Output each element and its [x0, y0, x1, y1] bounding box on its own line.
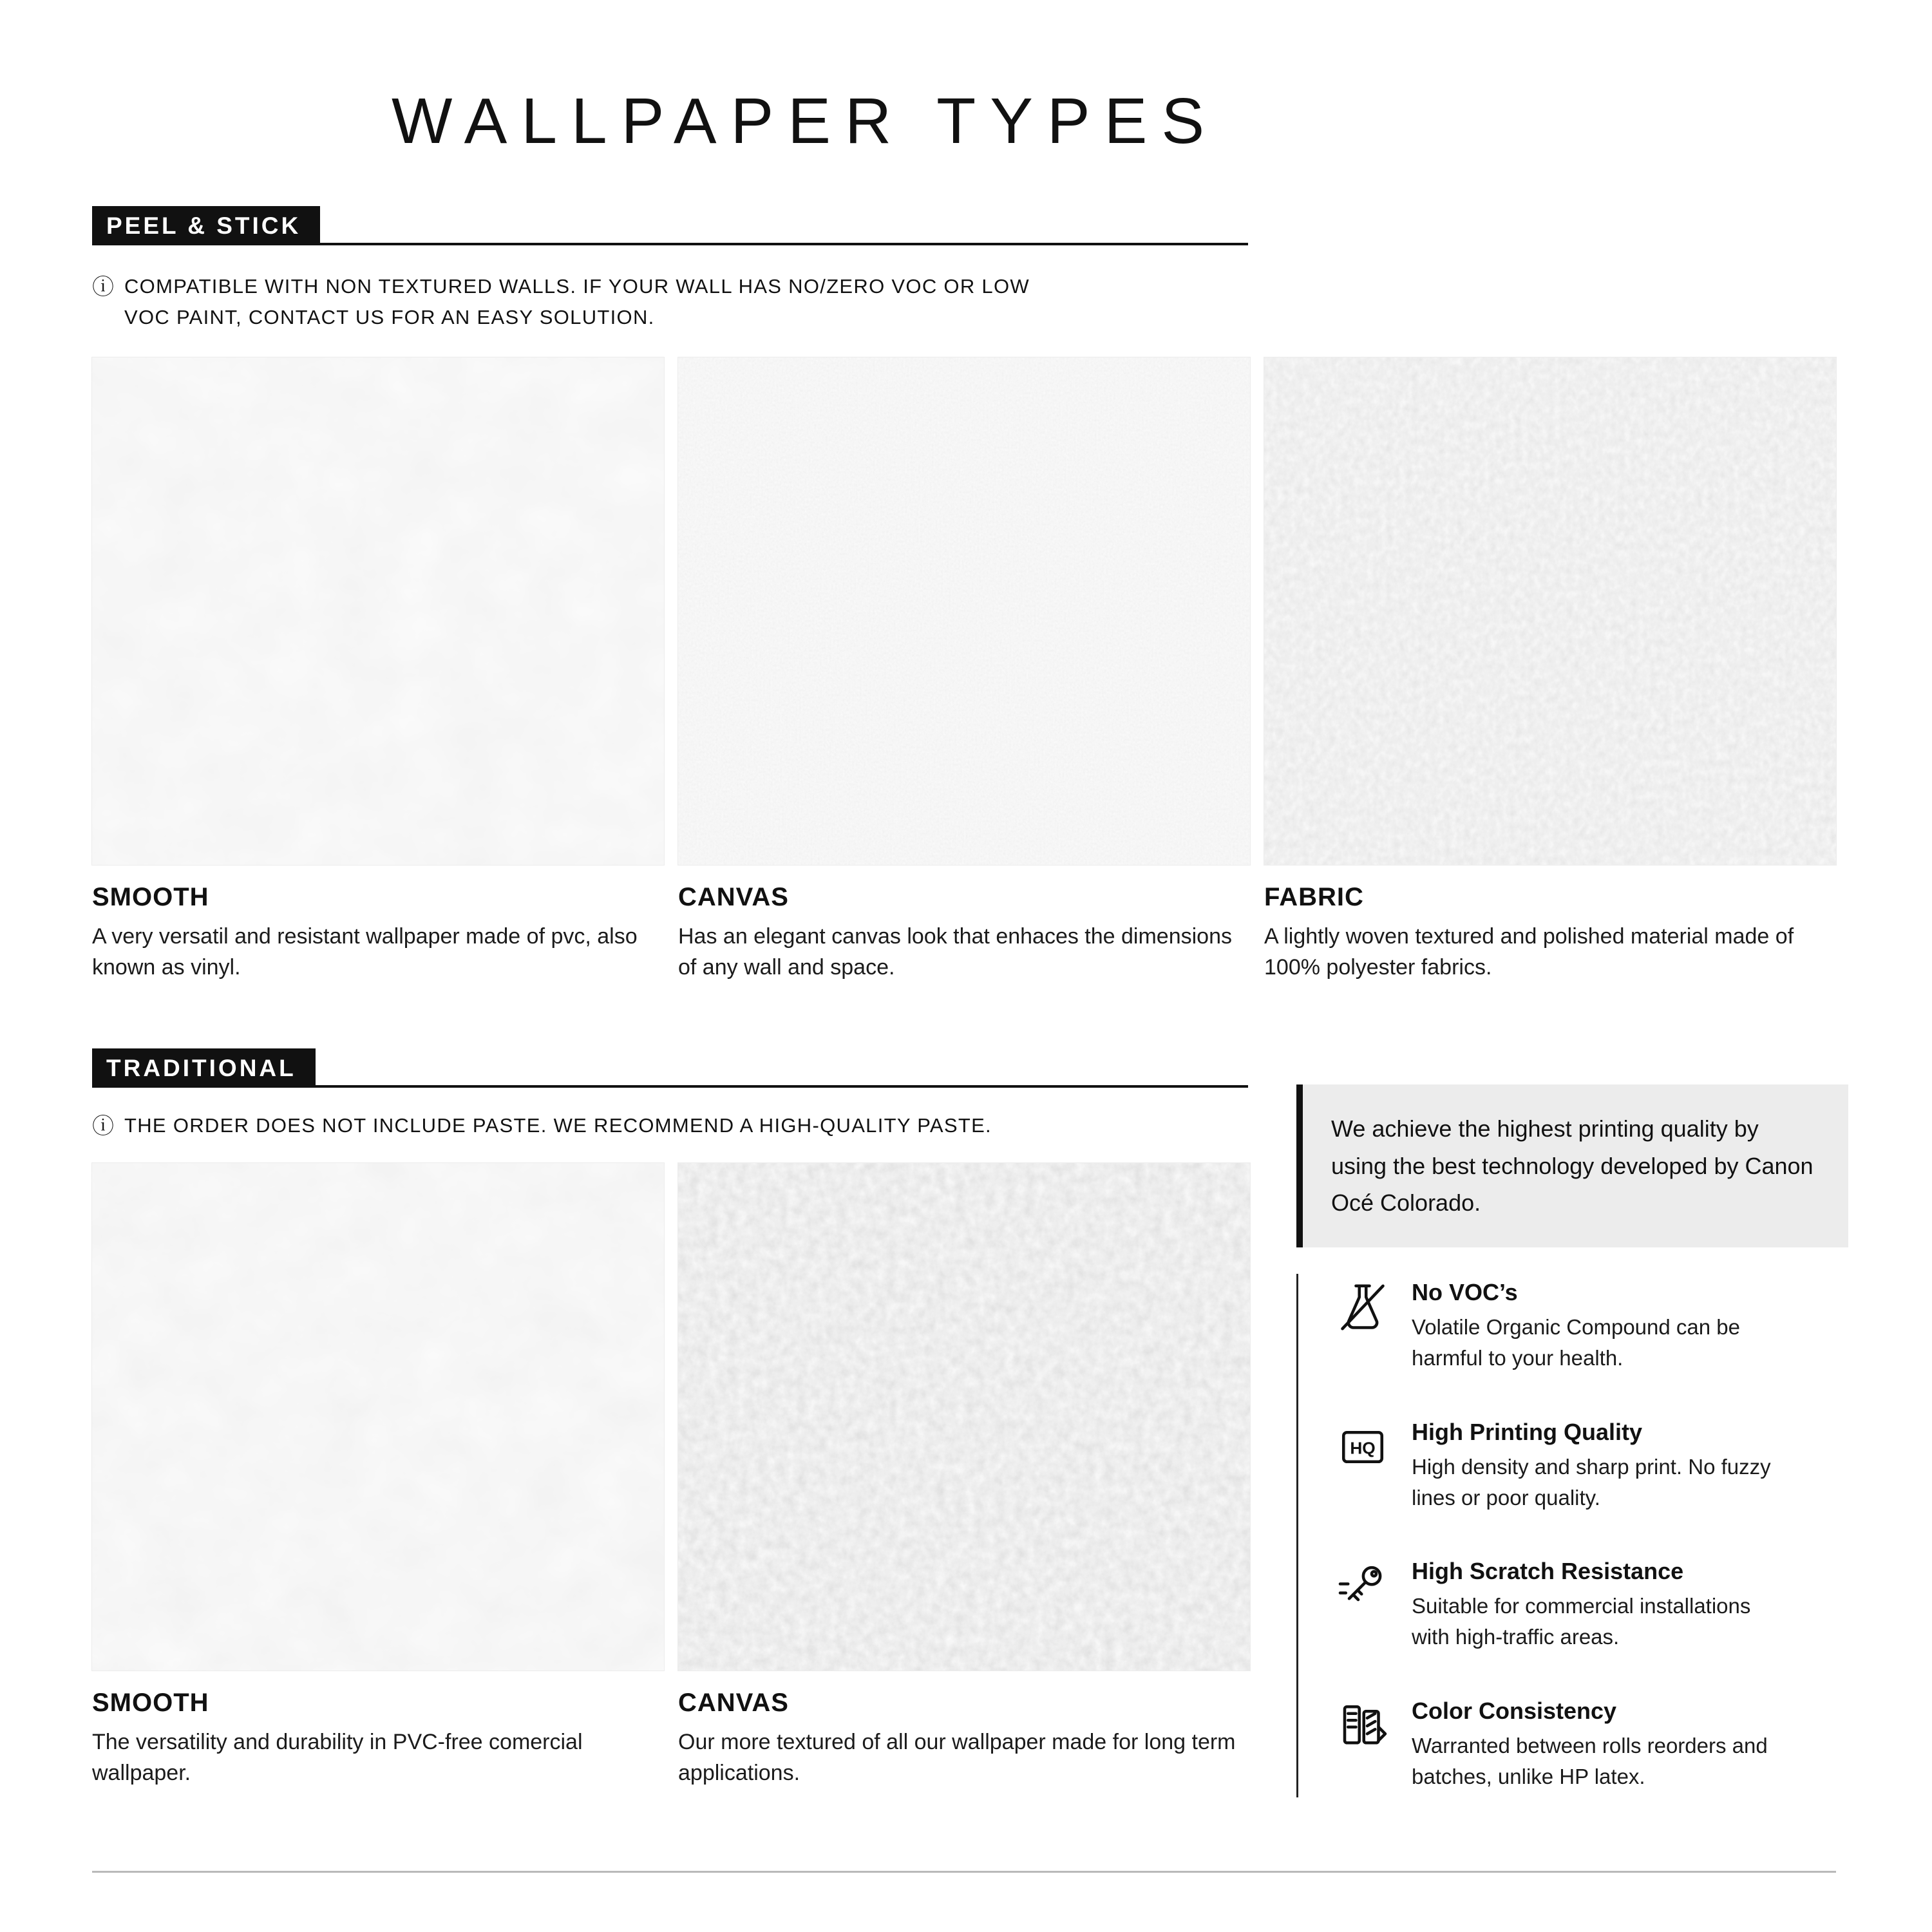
header-rule [316, 1048, 1248, 1088]
page-title: WALLPAPER TYPES [391, 85, 1219, 157]
printing-quality-text: We achieve the highest printing quality by using the best technology developed by Canon Océ Colorado. [1331, 1115, 1814, 1217]
section-header-traditional [92, 1048, 1248, 1088]
header-rule [320, 206, 1248, 245]
no-voc-icon [1336, 1280, 1390, 1334]
texture-canvas-image [678, 1163, 1250, 1671]
feature-description: Warranted between rolls reorders and batches, unlike HP latex. [1412, 1734, 1768, 1788]
features-list [1296, 1274, 1850, 1797]
traditional-badge: TRADITIONAL [92, 1048, 316, 1088]
feature-title: High Printing Quality [1412, 1418, 1642, 1445]
wallpaper-card-traditional-smooth [92, 1163, 664, 1789]
wallpaper-card-peel-fabric [1264, 357, 1836, 983]
feature-no-voc [1336, 1279, 1850, 1374]
bottom-divider [92, 1871, 1836, 1873]
feature-high-scratch-resistance [1336, 1558, 1850, 1653]
peel-stick-note [92, 271, 1039, 333]
swatch-description: Has an elegant canvas look that enhaces the dimensions of any wall and space. [678, 924, 1232, 980]
peel-stick-badge: PEEL & STICK [92, 206, 320, 245]
feature-high-printing-quality [1336, 1419, 1850, 1513]
swatch-description: The versatility and durability in PVC-free comercial wallpaper. [92, 1730, 583, 1786]
feature-description: High density and sharp print. No fuzzy lines or poor quality. [1412, 1454, 1771, 1510]
feature-description: Volatile Organic Compound can be harmful to your health. [1412, 1315, 1740, 1370]
wallpaper-card-peel-smooth [92, 357, 664, 983]
swatch-label: CANVAS [678, 883, 789, 911]
texture-fabric-image [1264, 357, 1836, 865]
traditional-note [92, 1110, 992, 1143]
swatch-description: A very versatil and resistant wallpaper made of pvc, also known as vinyl. [92, 924, 638, 980]
peel-stick-swatch-row [92, 357, 1836, 983]
hq-icon [1336, 1420, 1390, 1474]
scratch-resistance-icon [1336, 1559, 1390, 1613]
swatch-label: SMOOTH [92, 883, 209, 911]
swatch-label: SMOOTH [92, 1689, 209, 1717]
info-icon: ⓘ [92, 1114, 114, 1139]
swatch-label: CANVAS [678, 1689, 789, 1717]
peel-stick-note-text: COMPATIBLE WITH NON TEXTURED WALLS. IF YOUR WALL HAS NO/ZERO VOC OR LOW VOC PAINT, CONTACT US FOR AN EASY SOLUTION. [124, 275, 1030, 329]
feature-description: Suitable for commercial installations with high-traffic areas. [1412, 1594, 1751, 1649]
feature-title: No VOC’s [1412, 1279, 1518, 1305]
swatch-label: FABRIC [1264, 883, 1364, 911]
swatch-description: A lightly woven textured and polished material made of 100% polyester fabrics. [1264, 924, 1794, 980]
feature-title: High Scratch Resistance [1412, 1558, 1684, 1585]
swatch-description: Our more textured of all our wallpaper made for long term applications. [678, 1730, 1236, 1786]
feature-title: Color Consistency [1412, 1698, 1617, 1725]
svg-text:HQ: HQ [1350, 1438, 1376, 1458]
texture-smooth-image [92, 357, 664, 865]
wallpaper-card-peel-canvas [678, 357, 1250, 983]
section-header-peel-stick [92, 206, 1248, 245]
feature-color-consistency [1336, 1698, 1850, 1792]
color-consistency-icon [1336, 1699, 1390, 1753]
printing-quality-callout [1296, 1084, 1848, 1247]
texture-canvas-image [678, 357, 1250, 865]
traditional-note-text: THE ORDER DOES NOT INCLUDE PASTE. WE RECOMMEND A HIGH-QUALITY PASTE. [124, 1114, 992, 1137]
texture-smooth-image [92, 1163, 664, 1671]
info-icon: ⓘ [92, 275, 114, 299]
wallpaper-card-traditional-canvas [678, 1163, 1250, 1789]
